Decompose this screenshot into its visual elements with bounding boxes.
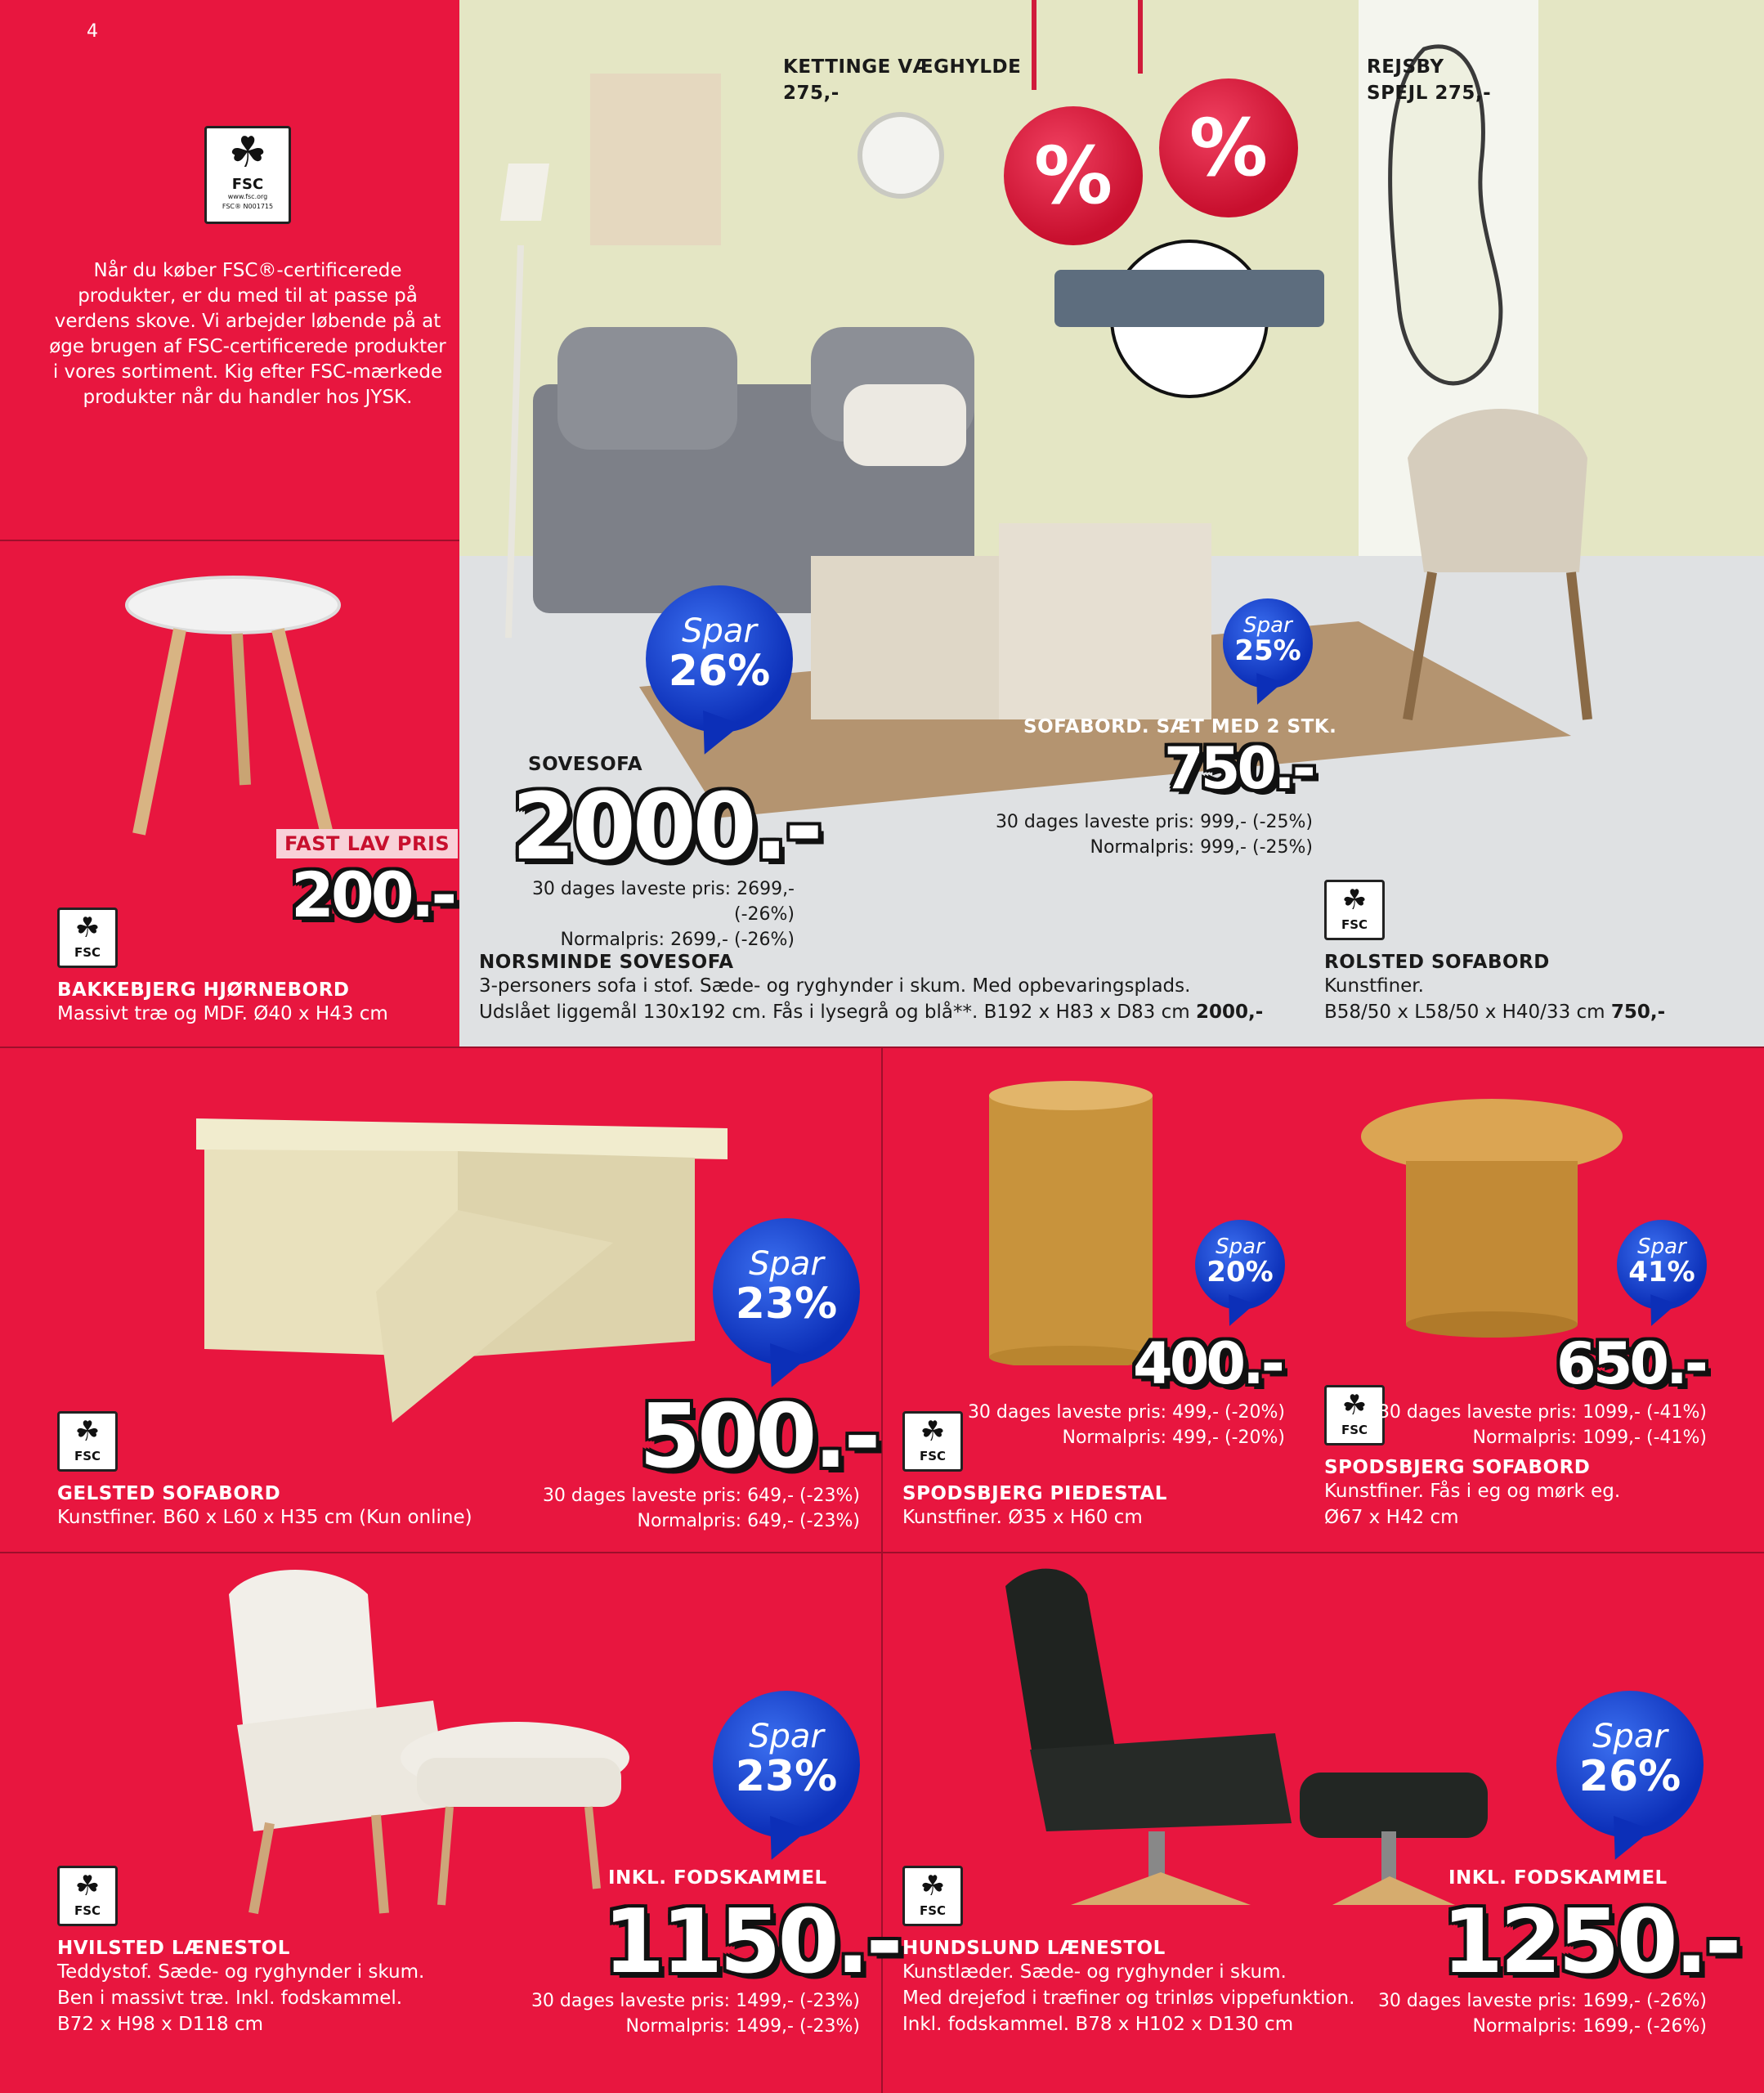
product-desc: Teddystof. Sæde- og ryghynder i skum. [57,1961,425,1983]
product-name: SPODSBJERG PIEDESTAL [902,1483,1167,1504]
spar-percent: 20% [1207,1256,1274,1289]
rolsted-info [1324,952,1749,1025]
callout-shelf-name: KETTINGE VÆGHYLDE [783,56,1022,78]
product-desc: Kunstfiner. Ø35 x H60 cm [902,1507,1143,1528]
spodsbjerg-piedestal-image [981,1079,1161,1365]
callout-shelf-price: 275,- [783,83,839,104]
product-name: HUNDSLUND LÆNESTOL [902,1938,1166,1959]
lowest-price: 30 dages laveste pris: 1499,- (-23%) [531,1991,860,2011]
lowest-price: 30 dages laveste pris: 499,- (-20%) [967,1402,1285,1423]
percent-tag: % [1159,78,1298,217]
product-name: SPODSBJERG SOFABORD [1324,1457,1591,1478]
callout-mirror-name: REJSBY [1367,56,1444,78]
rolsted-label: SOFABORD. SÆT MED 2 STK. [1023,716,1337,737]
fsc-tree-icon: ☘ [920,1870,946,1903]
hvilsted-compare [523,1988,860,2039]
spar-percent: 26% [1578,1752,1681,1801]
product-desc-price: 2000,- [1195,1002,1264,1023]
fsc-info-text: Når du køber FSC®-certificerede produkter, er du med til at passe på verdens skove. Vi arbejder løbende på at øge brugen af FSC-certificerede produkter i vores sortiment. Kig efter FSC-mærkede produkter når du handler hos JYSK. [49,260,446,408]
fsc-logo-code: FSC® N001715 [222,203,274,210]
fsc-logo-label: FSC [231,176,264,193]
spodsbjerg-sofabord-image [1357,1096,1627,1341]
spodsbjerg-piedestal-price: 400.- [1133,1330,1282,1397]
hundslund-image [981,1562,1504,1921]
hundslund-compare [1357,1988,1707,2039]
rolsted-price: 750.- [1164,735,1313,802]
spar-badge [713,1218,860,1365]
fsc-tree-icon: ☘ [920,1415,946,1448]
spar-percent: 26% [668,647,771,696]
normal-price: Normalpris: 1699,- (-26%) [1472,2016,1707,2037]
spar-label: Spar [1243,613,1292,638]
spar-label: Spar [1216,1235,1265,1259]
percent-tag: % [1004,106,1143,245]
fsc-badge: ☘ FSC [902,1411,963,1472]
spar-badge [1195,1220,1285,1310]
sovesofa-label: SOVESOFA [528,754,643,775]
gelsted-price: 500.- [639,1386,878,1488]
spar-label: Spar [682,612,757,650]
product-desc: Med drejefod i træfiner og trinløs vippefunktion. [902,1988,1355,2009]
lowest-price: 30 dages laveste pris: 1699,- (-26%) [1377,1991,1707,2011]
inkl-fodskammel-label: INKL. FODSKAMMEL [1448,1867,1668,1889]
hvilsted-image [204,1562,629,1921]
callout-shelf [783,54,1021,106]
product-name: ROLSTED SOFABORD [1324,952,1550,973]
normal-price: Normalpris: 499,- (-20%) [1062,1427,1285,1448]
fsc-tree-icon: ☘ [74,1415,101,1448]
lowest-price: 30 dages laveste pris: 1099,- (-41%) [1377,1402,1707,1423]
fsc-tree-icon: ☘ [1341,1389,1368,1422]
product-desc: 3-personers sofa i stof. Sæde- og ryghynder i skum. Med opbevaringsplads. [479,975,1191,997]
fsc-badge: ☘ FSC [1324,880,1385,940]
hvilsted-price: 1150.- [603,1891,900,1993]
product-desc: Kunstfiner. B60 x L60 x H35 cm (Kun online) [57,1507,472,1528]
lowest-price: 30 dages laveste pris: 999,- (-25%) [995,812,1313,832]
product-desc: Udslået liggemål 130x192 cm. Fås i lysegrå og blå**. B192 x H83 x D83 cm [479,1002,1190,1023]
spar-label: Spar [1637,1235,1686,1259]
spar-badge [1223,598,1313,688]
product-name: HVILSTED LÆNESTOL [57,1938,290,1959]
fsc-badge: ☘ FSC [902,1866,963,1926]
product-desc: B72 x H98 x D118 cm [57,2014,264,2035]
fsc-badge: ☘ FSC [57,1866,118,1926]
page-number: 4 [87,21,98,42]
spar-label: Spar [749,1718,824,1755]
fsc-tree-icon: ☘ [1341,884,1368,917]
product-desc: Kunstfiner. [1324,975,1424,997]
fsc-tree-icon: ☘ [228,128,267,177]
spar-percent: 25% [1234,634,1301,667]
callout-mirror [1367,54,1491,106]
product-desc: Kunstfiner. Fås i eg og mørk eg. [1324,1481,1621,1502]
normal-price: Normalpris: 2699,- (-26%) [560,930,795,950]
product-desc: Kunstlæder. Sæde- og ryghynder i skum. [902,1961,1287,1983]
spar-label: Spar [1592,1718,1668,1755]
spar-badge [1617,1220,1707,1310]
spar-badge [713,1691,860,1838]
divider [0,1552,1764,1553]
fsc-tree-icon: ☘ [74,1870,101,1903]
spar-badge [1556,1691,1704,1838]
hundslund-info [902,1938,1426,2037]
spodsbjerg-piedestal-info [902,1483,1311,1531]
bakkebjerg-info [57,979,450,1027]
fast-lav-pris-badge: FAST LAV PRIS [276,829,458,858]
norsminde-price: 2000.- [512,774,820,881]
fsc-badge: ☘ FSC [1324,1385,1385,1445]
divider [0,540,459,541]
norsminde-info [479,952,1296,1025]
product-desc: Ø67 x H42 cm [1324,1507,1459,1528]
product-desc: Massivt træ og MDF. Ø40 x H43 cm [57,1003,388,1024]
normal-price: Normalpris: 649,- (-23%) [637,1511,860,1531]
spar-percent: 23% [735,1752,838,1801]
product-desc: B58/50 x L58/50 x H40/33 cm [1324,1002,1605,1023]
fsc-badge: ☘ FSC [57,1411,118,1472]
product-name: NORSMINDE SOVESOFA [479,952,734,973]
norsminde-compare [479,876,795,952]
fsc-tree-icon: ☘ [74,912,101,944]
normal-price: Normalpris: 1499,- (-23%) [625,2016,860,2037]
bakkebjerg-image [123,572,343,842]
rolsted-compare [969,809,1313,860]
inkl-fodskammel-label: INKL. FODSKAMMEL [608,1867,827,1889]
spar-percent: 23% [735,1280,838,1329]
product-desc: Inkl. fodskammel. B78 x H102 x D130 cm [902,2014,1294,2035]
spar-badge [646,585,793,733]
spar-percent: 41% [1628,1256,1695,1289]
lowest-price: 30 dages laveste pris: 2699,- (-26%) [531,879,795,925]
gelsted-info [57,1483,548,1531]
normal-price: Normalpris: 999,- (-25%) [1090,837,1313,858]
normal-price: Normalpris: 1099,- (-41%) [1472,1427,1707,1448]
bakkebjerg-price: 200.- [291,858,454,931]
fsc-badge: ☘ FSC [57,908,118,968]
hvilsted-info [57,1938,515,2037]
fsc-logo-url: www.fsc.org [227,193,268,200]
spodsbjerg-sofabord-info [1324,1457,1749,1531]
spodsbjerg-sofabord-compare [1341,1400,1707,1450]
product-name: BAKKEBJERG HJØRNEBORD [57,979,350,1001]
gelsted-compare [523,1483,860,1534]
spar-label: Spar [749,1245,824,1283]
product-desc: Ben i massivt træ. Inkl. fodskammel. [57,1988,403,2009]
lowest-price: 30 dages laveste pris: 649,- (-23%) [542,1486,860,1506]
product-desc-price: 750,- [1610,1002,1666,1023]
hundslund-price: 1250.- [1442,1891,1739,1993]
product-name: GELSTED SOFABORD [57,1483,281,1504]
fsc-logo [204,126,291,224]
gelsted-image [188,1104,736,1431]
callout-mirror-price: SPEJL 275,- [1367,83,1492,104]
spodsbjerg-sofabord-price: 650.- [1556,1330,1705,1397]
